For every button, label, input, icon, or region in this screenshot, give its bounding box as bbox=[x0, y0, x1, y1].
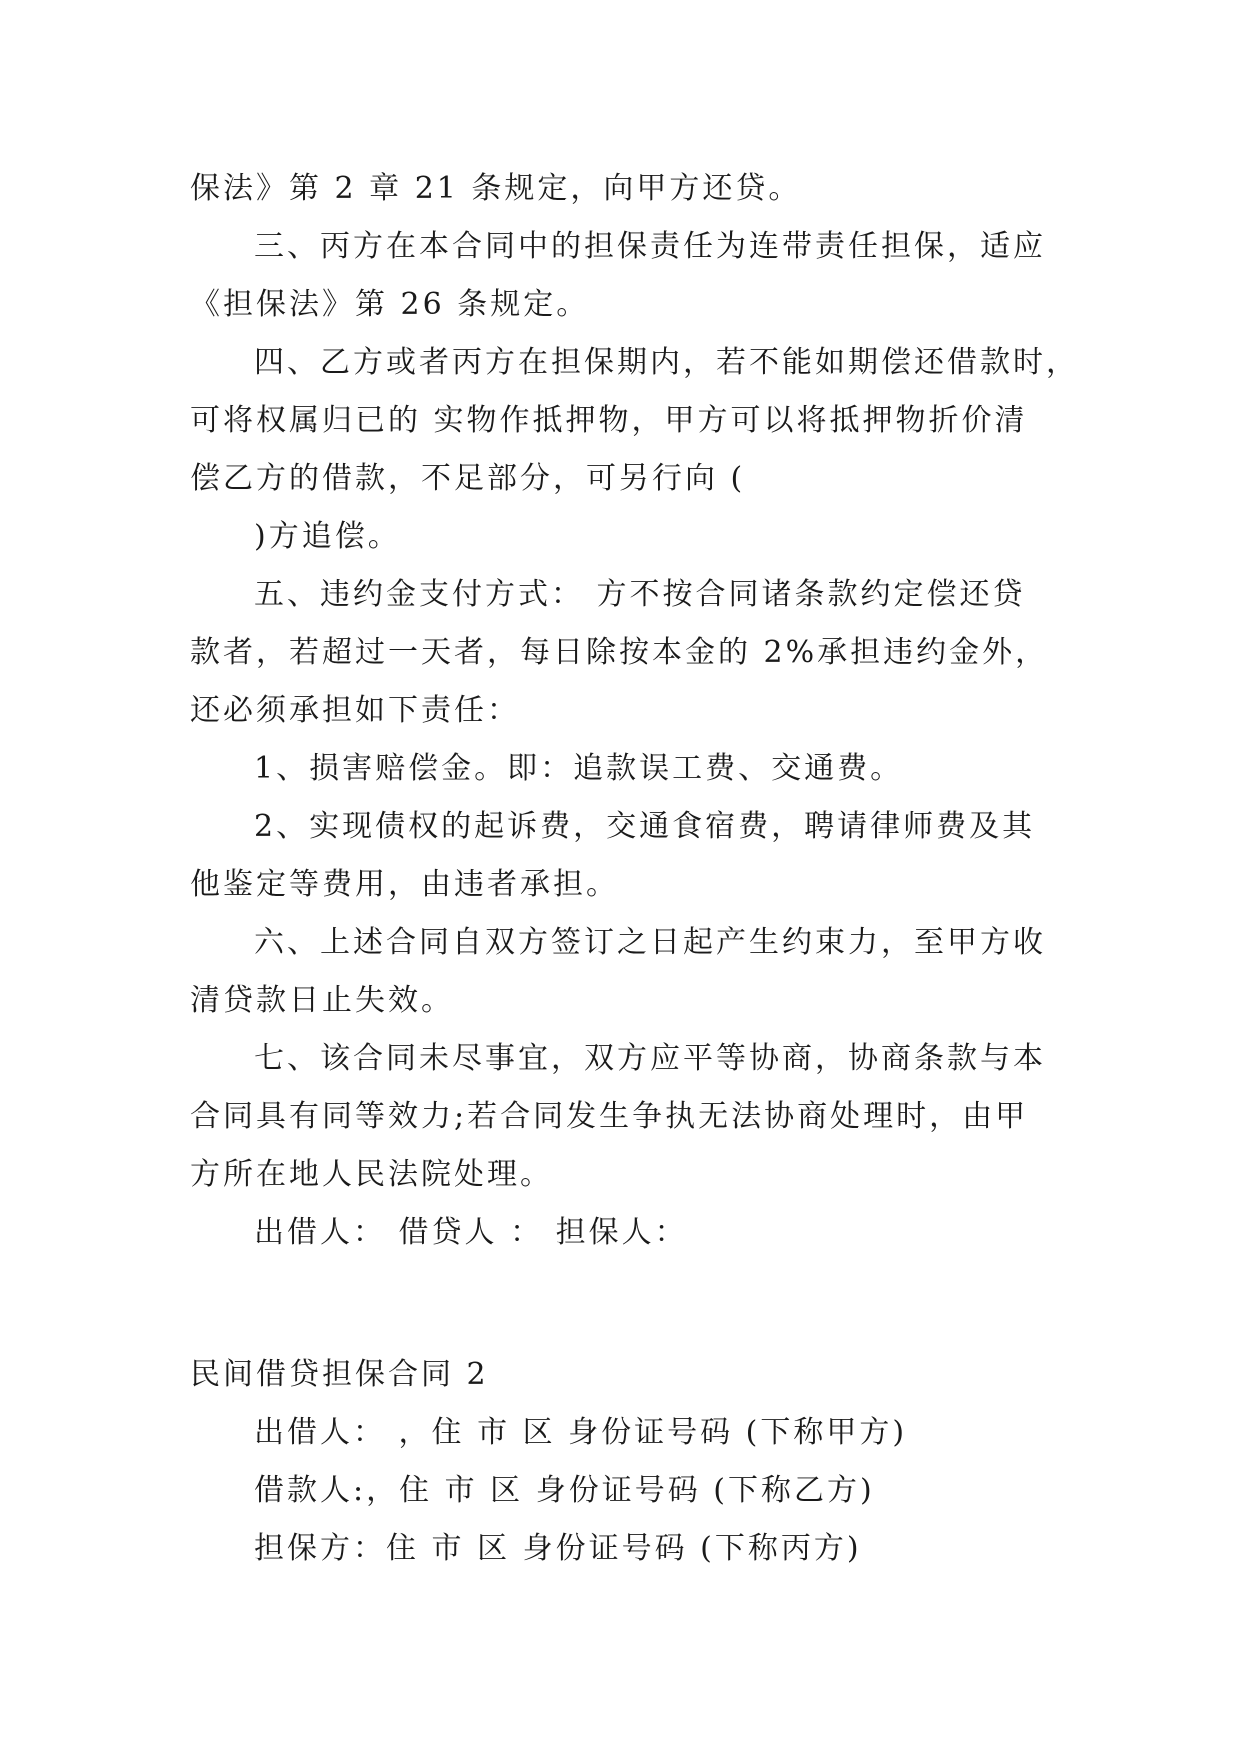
text-line: 六、上述合同自双方签订之日起产生约束力，至甲方收 bbox=[254, 925, 1046, 960]
text-line: 三、丙方在本合同中的担保责任为连带责任担保，适应 bbox=[254, 229, 1046, 264]
section-title: 民间借贷担保合同 2 bbox=[190, 1357, 489, 1392]
text-line: 方所在地人民法院处理。 bbox=[190, 1157, 553, 1192]
text-line: 《担保法》第 26 条规定。 bbox=[190, 287, 590, 322]
text-line: 七、该合同未尽事宜，双方应平等协商，协商条款与本 bbox=[254, 1041, 1046, 1076]
text-line: 款者，若超过一天者，每日除按本金的 2%承担违约金外， bbox=[190, 635, 1049, 670]
text-line: 保法》第 2 章 21 条规定，向甲方还贷。 bbox=[190, 171, 802, 206]
signature-line: 出借人： 借贷人 ： 担保人： bbox=[254, 1215, 688, 1250]
section-gap bbox=[190, 1262, 1060, 1346]
party-line: 借款人:，住 市 区 身份证号码 (下称乙方) bbox=[254, 1473, 875, 1508]
text-line: 偿乙方的借款，不足部分，可另行向 ( bbox=[190, 461, 746, 496]
text-line: 五、违约金支付方式： 方不按合同诸条款约定偿还贷 bbox=[254, 577, 1026, 612]
text-line: 清贷款日止失效。 bbox=[190, 983, 454, 1018]
text-line: 还必须承担如下责任： bbox=[190, 693, 520, 728]
text-line: 四、乙方或者丙方在担保期内，若不能如期偿还借款时， bbox=[254, 345, 1079, 380]
text-line: 1、损害赔偿金。即：追款误工费、交通费。 bbox=[254, 751, 904, 786]
text-line: 他鉴定等费用，由违者承担。 bbox=[190, 867, 619, 902]
text-line: 可将权属归已的 实物作抵押物，甲方可以将抵押物折价清 bbox=[190, 403, 1028, 438]
party-line: 出借人： ，住 市 区 身份证号码 (下称甲方) bbox=[254, 1415, 908, 1450]
text-line: )方追偿。 bbox=[254, 519, 401, 554]
document-body bbox=[190, 160, 1079, 1578]
text-line: 2、实现债权的起诉费，交通食宿费，聘请律师费及其 bbox=[254, 809, 1036, 844]
text-line: 合同具有同等效力;若合同发生争执无法协商处理时，由甲 bbox=[190, 1099, 1029, 1134]
party-line: 担保方：住 市 区 身份证号码 (下称丙方) bbox=[254, 1531, 862, 1566]
